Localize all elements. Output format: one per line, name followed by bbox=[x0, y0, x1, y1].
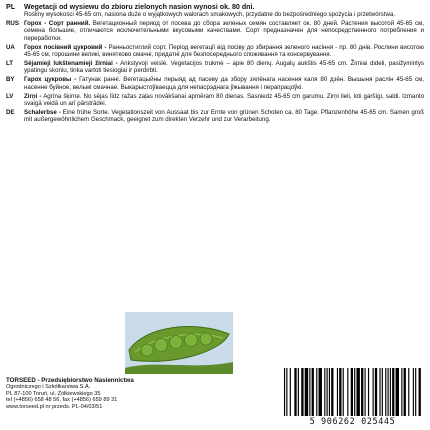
block-lv-head: Zirņi - bbox=[24, 92, 42, 100]
block-lv-body: Agrīna šķirne. No sējas līdz ražas zaļas novākšanai apmēram 80 dienas. Sasniedz 45-65 cm garumu. Zirņi lieli, loti garšīgi, saldi. Izmanto svaigā veidā un arī pārstrādei. bbox=[24, 92, 425, 107]
barcode-bar bbox=[385, 368, 386, 416]
block-pl-head: Wegetacji od wysiewu do zbioru zielonych nasion wynosi ok. 80 dni. bbox=[24, 3, 255, 11]
block-pl bbox=[6, 3, 424, 19]
barcode-bar bbox=[401, 368, 402, 416]
barcode-bar bbox=[375, 368, 377, 416]
block-by-head: Гарох цукровы - bbox=[24, 76, 77, 84]
barcode-bar bbox=[324, 368, 325, 416]
barcode-bar bbox=[419, 368, 421, 416]
barcode-bar bbox=[373, 368, 374, 416]
barcode-bar bbox=[331, 368, 333, 416]
barcode-bar bbox=[329, 368, 330, 416]
lang-code-lv: LV bbox=[6, 92, 14, 100]
barcode-bar bbox=[316, 368, 317, 416]
block-pl-body: Rośliny wysokości 45-65 cm, nasiona duże o wyjątkowych walorach smakowych, przydatne do bezpośredniego spożycia i przetwórstwa. bbox=[24, 11, 395, 19]
barcode-bar bbox=[392, 368, 394, 416]
barcode-bar bbox=[305, 368, 308, 416]
block-rus bbox=[6, 20, 424, 42]
company-name: TORSEED - Przedsiębiorstwo Nasiennictwa bbox=[6, 377, 134, 384]
barcode-bar bbox=[356, 368, 359, 416]
lang-code-de: DE bbox=[6, 108, 15, 116]
barcode-bar bbox=[354, 368, 355, 416]
barcode-bar bbox=[347, 368, 348, 416]
barcode-bar bbox=[327, 368, 328, 416]
block-lt bbox=[6, 60, 424, 75]
barcode-bar bbox=[388, 368, 389, 416]
company-phone: tel (+4856) 658 48 56, fax (+4856) 659 89 31 bbox=[6, 397, 118, 404]
barcode-bar bbox=[382, 368, 383, 416]
barcode-bar bbox=[301, 368, 303, 416]
block-de bbox=[6, 109, 424, 124]
barcode-bar bbox=[294, 368, 296, 416]
barcode-bar bbox=[351, 368, 353, 416]
barcode-bar bbox=[286, 368, 287, 416]
block-by bbox=[6, 76, 424, 91]
pea-pod-photo bbox=[125, 312, 233, 374]
lang-code-pl: PL bbox=[6, 3, 16, 11]
company-line2: Ogrodniczego i Szkółkarstwa S.A. bbox=[6, 384, 91, 391]
barcode-bar bbox=[290, 368, 291, 416]
company-web: www.torseed.pl nr przeds. PL-04/03/51 bbox=[6, 403, 103, 410]
barcode-bar bbox=[337, 368, 338, 416]
block-by-body: Гатунак ранні. Вегетацыйны перыяд ад пасеву да збору зялёнага насення каля 80 дзён. Вышыня раслін 45-65 см, насенне буйное, вельмі смачнае. Выкарыстоўваецца для непасрэднага ўжывання і перапрацоўкі. bbox=[24, 76, 424, 91]
barcode-bar bbox=[379, 368, 380, 416]
block-lt-body: Ankstyvoji veislė. Vegetacijos trukmė – apie 80 dienų. Augalų aukštis 45-65 cm. Žirniai dideli, pasižymintys ypatingu skoniu, tinka vartoti tiesiogiai ir perdirbti. bbox=[24, 60, 424, 75]
barcode-bar bbox=[396, 368, 399, 416]
barcode-bar bbox=[361, 368, 363, 416]
block-lv bbox=[6, 93, 424, 108]
block-lt-head: Sėjamieji lukštenamieji žirniai - bbox=[24, 60, 118, 68]
barcode-bar bbox=[365, 368, 366, 416]
block-ua-head: Горох посівний цукровий - bbox=[24, 43, 107, 51]
barcode-digits: 5 906262 025445 bbox=[309, 417, 396, 427]
barcode-bar bbox=[404, 368, 406, 416]
barcode bbox=[280, 368, 425, 430]
description-blocks bbox=[0, 0, 430, 124]
block-de-body: Eine frühe Sorte. Vegetationszeit von Aussaat bis zur Ernte von grünen Schoten ca. 80 Tage. Pflanzenhöhe 45-65 cm. Samen groß mit außergewöhnlichem Geschmack, geeignet zum direkten Verzehr und zur Verarbeitung. bbox=[24, 108, 424, 124]
barcode-bar bbox=[284, 368, 285, 416]
barcode-bar bbox=[343, 368, 344, 416]
block-ua bbox=[6, 44, 424, 59]
barcode-bar bbox=[298, 368, 299, 416]
barcode-bar bbox=[408, 368, 409, 416]
barcode-bar bbox=[339, 368, 341, 416]
barcode-bar bbox=[309, 368, 310, 416]
lang-code-ua: UA bbox=[6, 43, 15, 51]
barcode-bar bbox=[390, 368, 391, 416]
barcode-bars bbox=[280, 368, 425, 416]
block-ua-body: Ранньостиглий сорт. Період вегетації від посіву до збирання зеленого насіння - пр. 80 днів. Рослини висотою 45-65 см, горошини великі, винятково смачні, придатні для безпосереднього споживання та консервування. bbox=[24, 43, 424, 59]
pea-pod-image bbox=[125, 312, 233, 374]
block-rus-body: Вегетационный период от посева до сбора зеленых семян составляет ок. 80 дней. Растения высотой 45-65 см, семена большие, отличаются исключительными вкусовыми качествами. Сорт предназначен для непосредственного потребления и переработки. bbox=[24, 20, 424, 42]
barcode-bar bbox=[413, 368, 414, 416]
block-rus-head: Горох - Сорт ранний. bbox=[24, 20, 91, 28]
barcode-bar bbox=[415, 368, 416, 416]
barcode-bar bbox=[368, 368, 369, 416]
lang-code-lt: LT bbox=[6, 60, 14, 68]
company-address: PL 87-100 Toruń, ul. Żółkiewskiego 35 bbox=[6, 390, 101, 397]
barcode-bar bbox=[312, 368, 314, 416]
lang-code-by: BY bbox=[6, 76, 15, 84]
barcode-bar bbox=[319, 368, 322, 416]
lang-code-rus: RUS bbox=[6, 20, 19, 28]
block-de-head: Schalerbse - bbox=[24, 108, 61, 116]
company-info bbox=[6, 378, 236, 410]
